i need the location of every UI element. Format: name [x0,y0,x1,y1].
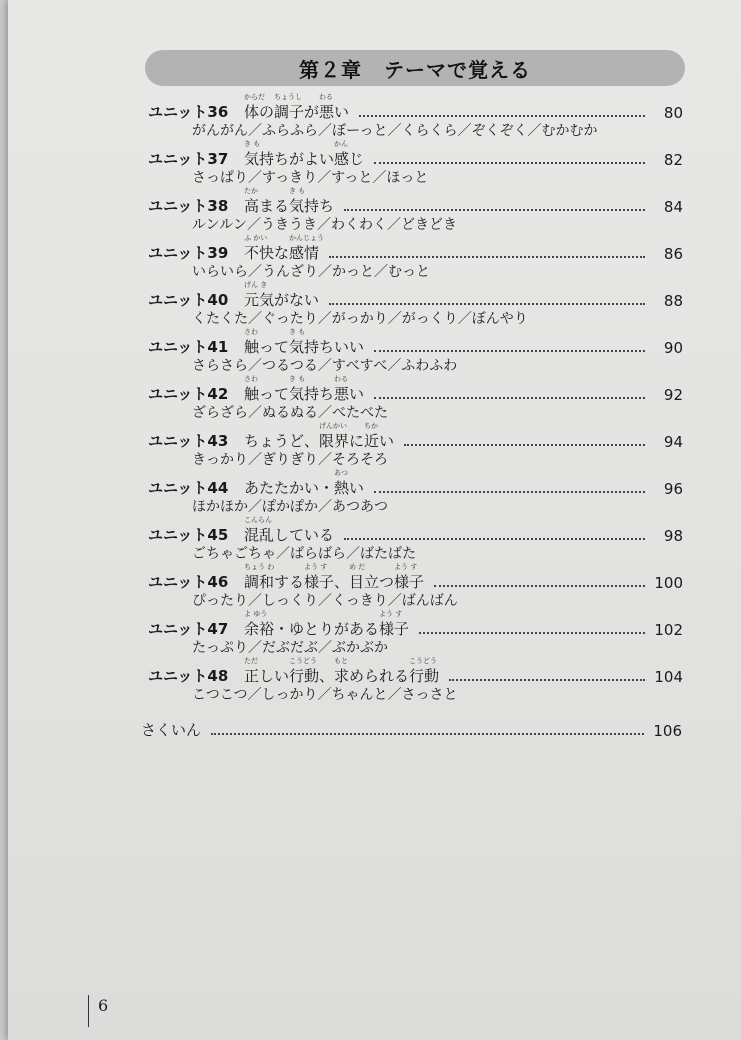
dot-leader [211,733,644,735]
dot-leader [434,585,645,587]
furigana: き も [289,375,306,383]
unit-title-text: 余裕・ゆとりがある様子 [244,620,410,638]
unit-title-text: 混乱している [244,526,335,544]
unit-onomatopoeia-list: きっかり／ぎりぎり／そろそろ [192,452,388,468]
toc-entry[interactable] [148,233,683,280]
unit-label: ユニット48 [148,667,229,685]
chapter-title [299,54,531,83]
unit-label: ユニット47 [148,620,229,638]
table-of-contents [148,92,683,703]
toc-entry-head [148,187,683,216]
toc-entry-head [148,93,683,122]
toc-entry[interactable] [148,280,683,327]
furigana: たか [244,187,258,195]
furigana: さわ [244,328,258,336]
unit-onomatopoeia-list: ざらざら／ぬるぬる／べたべた [192,405,388,421]
furigana: こうどう [289,657,317,665]
furigana: かん [334,140,348,148]
furigana: ちょうし [274,93,302,101]
dot-leader [449,679,645,681]
index-label: さくいん [141,721,202,739]
toc-entry-head [148,281,683,310]
unit-title-text: 気持ちがよい感じ [244,150,365,168]
unit-label: ユニット41 [148,338,229,356]
unit-title [244,328,365,357]
furigana: ただ [244,657,258,665]
page-number: 80 [663,104,683,122]
unit-title-text: 調和する様子、目立つ様子 [244,573,425,591]
unit-label: ユニット38 [148,197,229,215]
unit-title [244,610,410,639]
toc-entry-head [148,610,683,639]
unit-onomatopoeia-list: たっぷり／だぶだぶ／ぶかぶか [192,640,388,656]
unit-onomatopoeia-list: ルンルン／うきうき／わくわく／どきどき [192,217,457,233]
unit-onomatopoeia-list: がんがん／ふらふら／ぼーっと／くらくら／ぞくぞく／むかむか [192,123,598,139]
toc-entry-index[interactable] [141,718,682,740]
unit-title [244,422,395,451]
unit-title-text: あたたかい・熱い [244,479,365,497]
unit-title-text: ちょうど、限界に近い [244,432,395,450]
unit-title [244,93,350,122]
unit-title [244,187,335,216]
chapter-banner [145,50,685,86]
furigana: こんらん [244,516,272,524]
unit-title [244,375,365,404]
toc-entry-head [148,563,683,592]
folio-page-number: 6 [98,996,109,1015]
furigana: かんじょう [289,234,324,242]
page-number: 90 [663,339,683,357]
folio-rule [88,995,89,1027]
dot-leader [344,209,645,211]
chapter-subtitle: テーマで覚える [384,57,531,82]
unit-title-text: 元気がない [244,291,320,309]
page-number: 92 [663,386,683,404]
unit-title [244,563,425,592]
toc-entry-head [148,375,683,404]
toc-entry-head [148,657,683,686]
unit-label: ユニット39 [148,244,229,262]
furigana: げん き [244,281,268,289]
toc-entry-head [148,328,683,357]
dot-leader [419,632,645,634]
dot-leader [374,491,645,493]
toc-entry-head [148,516,683,545]
dot-leader [374,162,645,164]
unit-onomatopoeia-list: さっぱり／すっきり／すっと／ほっと [192,170,429,186]
toc-entry[interactable] [148,562,683,609]
unit-onomatopoeia-list: さらさら／つるつる／すべすべ／ふわふわ [192,358,458,374]
page-number: 102 [654,621,683,639]
furigana: よう す [379,610,403,618]
unit-title [244,657,440,686]
unit-title [244,516,335,545]
toc-entry-head [148,234,683,263]
dot-leader [329,256,645,258]
unit-label: ユニット37 [148,150,229,168]
furigana: め だ [349,563,366,571]
unit-title [244,281,320,310]
book-page [8,0,741,1040]
furigana: ちか [364,422,378,430]
unit-onomatopoeia-list: ごちゃごちゃ／ばらばら／ばたばた [192,546,416,562]
unit-label: ユニット36 [148,103,229,121]
page-number: 104 [654,668,683,686]
unit-title-text: 不快な感情 [244,244,320,262]
furigana: こうどう [409,657,437,665]
dot-leader [344,538,645,540]
toc-entry[interactable] [148,468,683,515]
page-number: 94 [663,433,683,451]
unit-onomatopoeia-list: こつこつ／しっかり／ちゃんと／さっさと [192,687,458,703]
toc-entry[interactable] [148,421,683,468]
furigana: よう す [394,563,418,571]
furigana: げんかい [319,422,347,430]
toc-entry[interactable] [148,139,683,186]
furigana: もと [334,657,348,665]
toc-entry-head [148,140,683,169]
page-number: 106 [653,722,682,740]
page-number: 98 [663,527,683,545]
furigana: よう す [304,563,328,571]
furigana: よ ゆう [244,610,268,618]
unit-onomatopoeia-list: いらいら／うんざり／かっと／むっと [192,264,430,280]
page-number: 82 [663,151,683,169]
page-number: 100 [654,574,683,592]
dot-leader [359,115,645,117]
unit-label: ユニット42 [148,385,229,403]
unit-title-text: 高まる気持ち [244,197,335,215]
toc-entry-head [148,469,683,498]
furigana: からだ [244,93,265,101]
unit-label: ユニット44 [148,479,229,497]
toc-entry[interactable] [148,327,683,374]
furigana: き も [289,328,306,336]
unit-title [244,234,324,263]
dot-leader [404,444,645,446]
toc-entry[interactable] [148,374,683,421]
unit-label: ユニット43 [148,432,229,450]
unit-title-text: 体の調子が悪い [244,103,350,121]
dot-leader [374,397,645,399]
furigana: わる [334,375,348,383]
page-number: 86 [663,245,683,263]
furigana: さわ [244,375,258,383]
chapter-number: 第２章 [299,57,362,82]
unit-title-text: 正しい行動、求められる行動 [244,667,440,685]
dot-leader [374,350,645,352]
toc-entry[interactable] [148,609,683,656]
unit-title [244,140,365,169]
toc-entry[interactable] [148,656,683,703]
unit-label: ユニット45 [148,526,229,544]
unit-label: ユニット40 [148,291,229,309]
unit-onomatopoeia-list: ほかほか／ぽかぽか／あつあつ [192,499,388,515]
furigana: あつ [334,469,348,477]
furigana: き も [289,187,306,195]
page-number: 88 [663,292,683,310]
unit-title-text: 触って気持ちいい [244,338,365,356]
toc-entry[interactable] [148,186,683,233]
unit-title [244,469,365,498]
unit-onomatopoeia-list: くたくた／ぐったり／がっかり／がっくり／ぼんやり [192,311,528,327]
dot-leader [329,303,645,305]
furigana: き も [244,140,261,148]
furigana: ちょう わ [244,563,275,571]
toc-entry[interactable] [148,515,683,562]
page-number: 96 [663,480,683,498]
furigana: わる [319,93,333,101]
unit-title-text: 触って気持ち悪い [244,385,365,403]
unit-label: ユニット46 [148,573,229,591]
toc-entry-head [148,422,683,451]
furigana: ふ かい [244,234,268,242]
page-number: 84 [663,198,683,216]
unit-onomatopoeia-list: ぴったり／しっくり／くっきり／ばんばん [192,593,458,609]
toc-entry[interactable] [148,92,683,139]
